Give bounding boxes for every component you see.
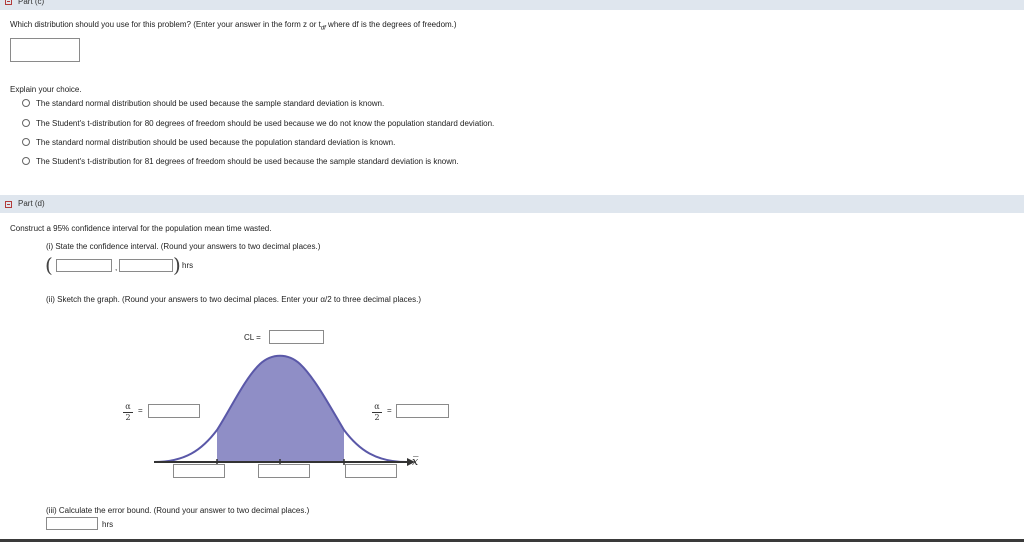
choice-option-text: The Student's t-distribution for 80 degrees of freedom should be used because we do not know the population standard deviation.	[36, 119, 495, 128]
left-paren: (	[45, 253, 53, 277]
part-c-header[interactable]	[0, 0, 1024, 10]
x-axis-label: x̅	[412, 455, 419, 468]
error-bound-input[interactable]	[46, 517, 98, 530]
radio-button[interactable]	[22, 138, 30, 146]
alpha-left-input[interactable]	[148, 404, 200, 418]
question-sub: df	[320, 25, 326, 32]
radio-button[interactable]	[22, 99, 30, 107]
part-c-label: Part (c)	[18, 0, 45, 6]
part-d-label: Part (d)	[18, 199, 45, 208]
alpha-symbol: α	[125, 402, 131, 411]
interval-upper-input[interactable]	[119, 259, 173, 272]
interval-unit: hrs	[182, 261, 194, 270]
denominator: 2	[374, 413, 380, 422]
question-text: Which distribution should you use for this problem? (Enter your answer in the form z or t	[10, 20, 321, 29]
radio-button[interactable]	[22, 157, 30, 165]
error-bound-unit: hrs	[102, 520, 114, 529]
equals-sign: =	[387, 406, 392, 415]
question-tail: where df is the degrees of freedom.)	[325, 20, 457, 29]
choice-option-text: The standard normal distribution should be used because the sample standard deviation is known.	[36, 99, 385, 108]
step-3-instruction: (iii) Calculate the error bound. (Round your answer to two decimal places.)	[46, 506, 310, 515]
alpha-over-2-left	[123, 403, 133, 422]
part-d-header[interactable]	[0, 195, 1024, 213]
lower-bound-axis-input[interactable]	[173, 464, 225, 478]
equals-sign: =	[138, 406, 143, 415]
mean-axis-input[interactable]	[258, 464, 310, 478]
right-paren: )	[173, 253, 181, 277]
upper-bound-axis-input[interactable]	[345, 464, 397, 478]
step-2-instruction: (ii) Sketch the graph. (Round your answers to two decimal places. Enter your α/2 to three decimal places.)	[46, 295, 422, 304]
collapse-icon[interactable]	[5, 201, 12, 208]
distribution-answer-input[interactable]	[10, 38, 80, 62]
part-d-intro: Construct a 95% confidence interval for the population mean time wasted.	[10, 224, 272, 233]
interval-lower-input[interactable]	[56, 259, 112, 272]
step-1-instruction: (i) State the confidence interval. (Round your answers to two decimal places.)	[46, 242, 321, 251]
alpha-right-input[interactable]	[396, 404, 449, 418]
cl-label: CL =	[244, 333, 261, 342]
interval-comma: ,	[115, 263, 118, 272]
collapse-icon[interactable]	[5, 0, 12, 5]
distribution-question	[10, 20, 457, 32]
denominator: 2	[125, 413, 131, 422]
choice-option-text: The standard normal distribution should be used because the population standard deviation is known.	[36, 138, 396, 147]
explain-label: Explain your choice.	[10, 85, 82, 94]
alpha-symbol: α	[374, 402, 380, 411]
shaded-region	[217, 356, 344, 462]
radio-button[interactable]	[22, 119, 30, 127]
alpha-over-2-right	[372, 403, 382, 422]
choice-option-text: The Student's t-distribution for 81 degrees of freedom should be used because the sample standard deviation is known.	[36, 157, 459, 166]
